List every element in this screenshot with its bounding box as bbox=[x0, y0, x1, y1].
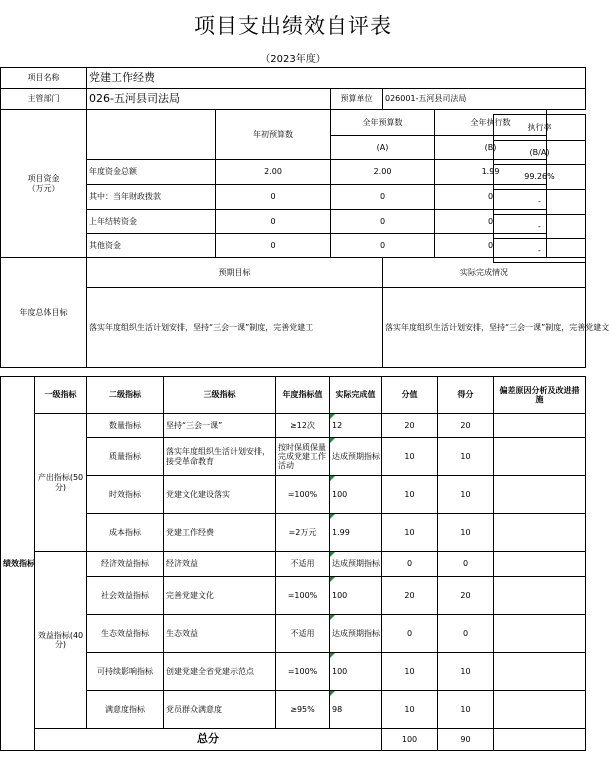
indicator-row bbox=[1, 476, 586, 514]
funds-row-executed: 0 bbox=[435, 185, 547, 210]
dept-row bbox=[1, 89, 586, 110]
indicator-actual: 12 bbox=[330, 414, 382, 438]
funds-row-rate: - bbox=[494, 190, 586, 215]
indicator-row bbox=[1, 577, 586, 615]
indicator-l2: 数量指标 bbox=[87, 414, 164, 438]
goals-row bbox=[1, 288, 586, 368]
funds-row-name: 上年结转资金 bbox=[87, 210, 216, 234]
dept-name: 026-五河县司法局 bbox=[87, 89, 331, 110]
indicator-score: 10 bbox=[382, 514, 438, 552]
indicator-l2: 满意度指标 bbox=[87, 691, 164, 729]
indicator-l3: 创建党建全省党建示范点 bbox=[164, 653, 276, 691]
total-got: 90 bbox=[438, 729, 494, 751]
indicator-actual: 达成预期指标 bbox=[330, 615, 382, 653]
indicator-score: 20 bbox=[382, 414, 438, 438]
indicator-l3: 经济效益 bbox=[164, 552, 276, 577]
indicator-target: =100% bbox=[276, 476, 330, 514]
indicator-target: 按时保质保量完成党建工作活动 bbox=[276, 438, 330, 476]
indicator-group-label: 绩效指标 bbox=[1, 377, 35, 751]
indicator-note bbox=[494, 476, 586, 514]
a-header: (A) bbox=[331, 136, 435, 160]
header-target: 年度指标值 bbox=[276, 377, 330, 414]
output-label: 产出指标(50分) bbox=[35, 414, 87, 552]
indicator-got: 20 bbox=[438, 414, 494, 438]
indicator-table bbox=[0, 376, 586, 751]
indicator-l3: 落实年度组织生活计划安排，接受革命教育 bbox=[164, 438, 276, 476]
expected-goal-text: 落实年度组织生活计划安排，坚持“三会一课”制度，完善党建工 bbox=[87, 288, 383, 368]
dept-label: 主管部门 bbox=[1, 89, 87, 110]
full-budget-header: 全年预算数 bbox=[331, 110, 435, 136]
indicator-l3: 生态效益 bbox=[164, 615, 276, 653]
indicator-target: =100% bbox=[276, 577, 330, 615]
indicator-l3: 坚持“三会一课” bbox=[164, 414, 276, 438]
total-note bbox=[494, 729, 586, 751]
indicator-got: 0 bbox=[438, 552, 494, 577]
page-title: 项目支出绩效自评表 bbox=[194, 14, 392, 38]
indicator-note bbox=[494, 552, 586, 577]
funds-row-rate: 99.26% bbox=[494, 165, 586, 190]
funds-row-initial: 0 bbox=[216, 210, 331, 234]
report-year: （2023年度） bbox=[260, 54, 326, 65]
funds-row-executed: 0 bbox=[435, 210, 547, 234]
indicator-actual: 1.99 bbox=[330, 514, 382, 552]
indicator-header-row bbox=[1, 377, 586, 414]
indicator-got: 20 bbox=[438, 577, 494, 615]
total-score: 100 bbox=[382, 729, 438, 751]
indicator-actual: 98 bbox=[330, 691, 382, 729]
funds-row-full: 0 bbox=[331, 210, 435, 234]
funds-row-name: 年度资金总额 bbox=[87, 160, 216, 185]
indicator-score: 10 bbox=[382, 653, 438, 691]
header-score: 分值 bbox=[382, 377, 438, 414]
indicator-got: 10 bbox=[438, 653, 494, 691]
indicator-score: 0 bbox=[382, 615, 438, 653]
indicator-target: 不适用 bbox=[276, 552, 330, 577]
indicator-target: =2万元 bbox=[276, 514, 330, 552]
indicator-row bbox=[1, 414, 586, 438]
indicator-actual: 达成预期指标 bbox=[330, 552, 382, 577]
funds-row-initial: 0 bbox=[216, 234, 331, 258]
indicator-note bbox=[494, 653, 586, 691]
header-note: 偏差原因分析及改进措施 bbox=[494, 377, 586, 414]
header-l1: 一级指标 bbox=[35, 377, 87, 414]
header-actual: 实际完成值 bbox=[330, 377, 382, 414]
indicator-row bbox=[1, 514, 586, 552]
header-got: 得分 bbox=[438, 377, 494, 414]
rate-header: 执行率 bbox=[494, 115, 586, 141]
indicator-note bbox=[494, 414, 586, 438]
initial-budget-header: 年初预算数 bbox=[216, 110, 331, 160]
rate-column bbox=[493, 114, 586, 263]
b-header: (B) bbox=[435, 136, 547, 160]
indicator-l3: 党员群众满意度 bbox=[164, 691, 276, 729]
indicator-got: 10 bbox=[438, 438, 494, 476]
benefit-label: 效益指标(40分) bbox=[35, 552, 87, 729]
unit-label: 预算单位 bbox=[331, 89, 383, 110]
indicator-note bbox=[494, 514, 586, 552]
funds-row-initial: 0 bbox=[216, 185, 331, 210]
indicator-l2: 生态效益指标 bbox=[87, 615, 164, 653]
total-row bbox=[1, 729, 586, 751]
indicator-l2: 经济效益指标 bbox=[87, 552, 164, 577]
indicator-l2: 质量指标 bbox=[87, 438, 164, 476]
indicator-target: ≥95% bbox=[276, 691, 330, 729]
indicator-got: 10 bbox=[438, 514, 494, 552]
actual-goal-text: 落实年度组织生活计划安排，坚持“三会一课”制度，完善党建文 bbox=[383, 288, 586, 368]
indicator-row bbox=[1, 691, 586, 729]
funds-row-initial: 2.00 bbox=[216, 160, 331, 185]
indicator-score: 0 bbox=[382, 552, 438, 577]
indicator-actual: 100 bbox=[330, 653, 382, 691]
indicator-l3: 党建文化建设落实 bbox=[164, 476, 276, 514]
funds-row-name: 其他资金 bbox=[87, 234, 216, 258]
funds-label: 项目资金 （万元） bbox=[1, 110, 87, 258]
indicator-row bbox=[1, 653, 586, 691]
goals-label: 年度总体目标 bbox=[1, 258, 87, 368]
indicator-note bbox=[494, 577, 586, 615]
funds-row-executed: 0 bbox=[435, 234, 547, 258]
funds-row-full: 0 bbox=[331, 185, 435, 210]
total-label: 总分 bbox=[35, 729, 382, 751]
indicator-actual: 达成预期指标 bbox=[330, 438, 382, 476]
funds-row-executed: 1.99 bbox=[435, 160, 547, 185]
funds-row-full: 0 bbox=[331, 234, 435, 258]
executed-header: 全年执行数 bbox=[435, 110, 547, 136]
indicator-l3: 党建工作经费 bbox=[164, 514, 276, 552]
indicator-score: 10 bbox=[382, 476, 438, 514]
funds-header-blank bbox=[87, 110, 216, 160]
indicator-actual: 100 bbox=[330, 476, 382, 514]
indicator-note bbox=[494, 615, 586, 653]
funds-row-rate: - bbox=[494, 239, 586, 263]
header-l3: 三级指标 bbox=[164, 377, 276, 414]
indicator-target: =100% bbox=[276, 653, 330, 691]
indicator-score: 10 bbox=[382, 691, 438, 729]
unit-name: 026001-五河县司法局 bbox=[383, 89, 586, 110]
indicator-l3: 完善党建文化 bbox=[164, 577, 276, 615]
project-name: 党建工作经费 bbox=[87, 68, 586, 89]
indicator-row bbox=[1, 552, 586, 577]
indicator-got: 10 bbox=[438, 476, 494, 514]
indicator-note bbox=[494, 691, 586, 729]
indicator-l2: 成本指标 bbox=[87, 514, 164, 552]
indicator-actual: 100 bbox=[330, 577, 382, 615]
project-label: 项目名称 bbox=[1, 68, 87, 89]
ba-header: (B/A) bbox=[494, 141, 586, 165]
funds-row-full: 2.00 bbox=[331, 160, 435, 185]
indicator-l2: 社会效益指标 bbox=[87, 577, 164, 615]
actual-goal-header: 实际完成情况 bbox=[383, 258, 586, 288]
indicator-got: 10 bbox=[438, 691, 494, 729]
indicator-row bbox=[1, 438, 586, 476]
indicator-score: 20 bbox=[382, 577, 438, 615]
project-row bbox=[1, 68, 586, 89]
indicator-target: 不适用 bbox=[276, 615, 330, 653]
funds-row-name: 其中：当年财政拨款 bbox=[87, 185, 216, 210]
indicator-row bbox=[1, 615, 586, 653]
indicator-target: ≥12次 bbox=[276, 414, 330, 438]
indicator-l2: 时效指标 bbox=[87, 476, 164, 514]
expected-goal-header: 预期目标 bbox=[87, 258, 383, 288]
header-l2: 二级指标 bbox=[87, 377, 164, 414]
indicator-score: 10 bbox=[382, 438, 438, 476]
indicator-l2: 可持续影响指标 bbox=[87, 653, 164, 691]
funds-row-rate: - bbox=[494, 215, 586, 239]
indicator-note bbox=[494, 438, 586, 476]
indicator-got: 0 bbox=[438, 615, 494, 653]
